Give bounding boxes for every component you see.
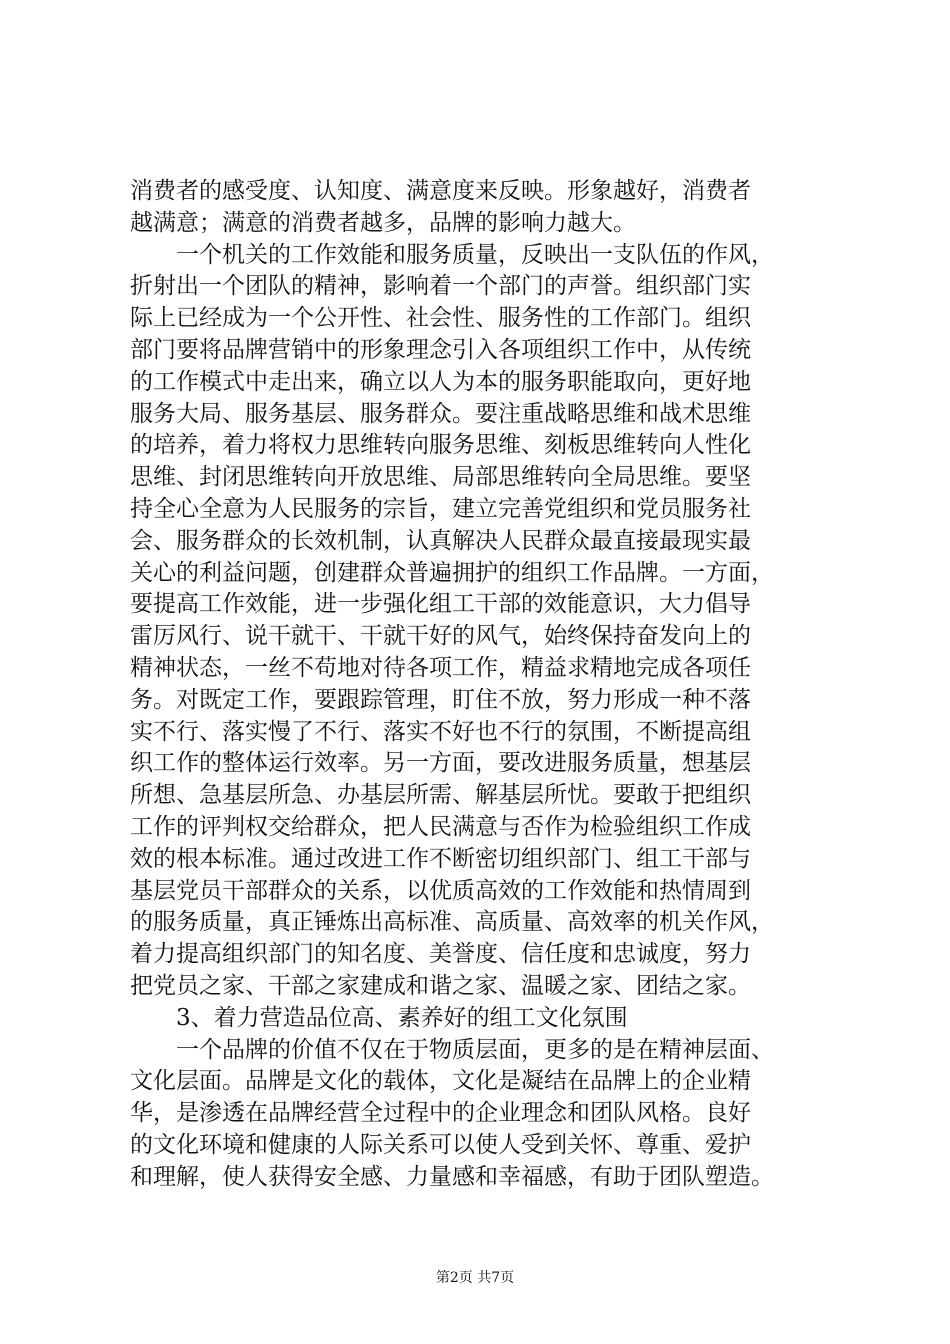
text-line: 效的根本标准。通过改进工作不断密切组织部门、组工干部与 <box>130 845 751 872</box>
text-line: 越满意；满意的消费者越多，品牌的影响力越大。 <box>130 209 636 236</box>
text-line: 一个品牌的价值不仅在于物质层面，更多的是在精神层面、 <box>130 1036 774 1063</box>
text-line: 会、服务群众的长效机制，认真解决人民群众最直接最现实最 <box>130 527 751 554</box>
text-line: 要提高工作效能，进一步强化组工干部的效能意识，大力倡导 <box>130 591 751 618</box>
body-text <box>130 176 828 1194</box>
text-line: 精神状态，一丝不苟地对待各项工作，精益求精地完成各项任 <box>130 654 751 681</box>
text-line: 文化层面。品牌是文化的载体，文化是凝结在品牌上的企业精 <box>130 1068 751 1095</box>
text-line: 际上已经成为一个公开性、社会性、服务性的工作部门。组织 <box>130 305 751 332</box>
text-line: 的培养，着力将权力思维转向服务思维、刻板思维转向人性化 <box>130 432 751 459</box>
text-line: 一个机关的工作效能和服务质量，反映出一支队伍的作风， <box>130 241 774 268</box>
text-line: 服务大局、服务基层、服务群众。要注重战略思维和战术思维 <box>130 400 751 427</box>
section-heading: 3、着力营造品位高、素养好的组工文化氛围 <box>130 1004 628 1031</box>
text-line: 关心的利益问题，创建群众普遍拥护的组织工作品牌。一方面， <box>130 559 774 586</box>
text-line: 和理解，使人获得安全感、力量感和幸福感，有助于团队塑造。 <box>130 1163 774 1190</box>
page-footer <box>0 1268 950 1288</box>
text-line: 把党员之家、干部之家建成和谐之家、温暖之家、团结之家。 <box>130 972 751 999</box>
text-line: 的文化环境和健康的人际关系可以使人受到关怀、尊重、爱护 <box>130 1131 751 1158</box>
text-line: 务。对既定工作，要跟踪管理，盯住不放，努力形成一种不落 <box>130 686 751 713</box>
text-line: 部门要将品牌营销中的形象理念引入各项组织工作中，从传统 <box>130 336 751 363</box>
text-line: 工作的评判权交给群众，把人民满意与否作为检验组织工作成 <box>130 813 751 840</box>
page-number: 第2页 共7页 <box>435 1270 515 1286</box>
text-line: 基层党员干部群众的关系，以优质高效的工作效能和热情周到 <box>130 877 751 904</box>
text-line: 折射出一个团队的精神，影响着一个部门的声誉。组织部门实 <box>130 273 751 300</box>
text-line: 实不行、落实慢了不行、落实不好也不行的氛围，不断提高组 <box>130 718 751 745</box>
text-line: 的工作模式中走出来，确立以人为本的服务职能取向，更好地 <box>130 368 751 395</box>
text-line: 织工作的整体运行效率。另一方面，要改进服务质量，想基层 <box>130 750 751 777</box>
text-line: 华，是渗透在品牌经营全过程中的企业理念和团队风格。良好 <box>130 1100 751 1127</box>
text-line: 着力提高组织部门的知名度、美誉度、信任度和忠诚度，努力 <box>130 941 751 968</box>
text-line: 消费者的感受度、认知度、满意度来反映。形象越好，消费者 <box>130 178 751 204</box>
text-line: 所想、急基层所急、办基层所需、解基层所忧。要敢于把组织 <box>130 782 751 809</box>
text-line: 雷厉风行、说干就干、干就干好的风气，始终保持奋发向上的 <box>130 623 751 650</box>
text-line: 的服务质量，真正锤炼出高标准、高质量、高效率的机关作风， <box>130 909 774 936</box>
text-line: 持全心全意为人民服务的宗旨，建立完善党组织和党员服务社 <box>130 495 751 522</box>
text-line: 思维、封闭思维转向开放思维、局部思维转向全局思维。要坚 <box>130 464 751 491</box>
